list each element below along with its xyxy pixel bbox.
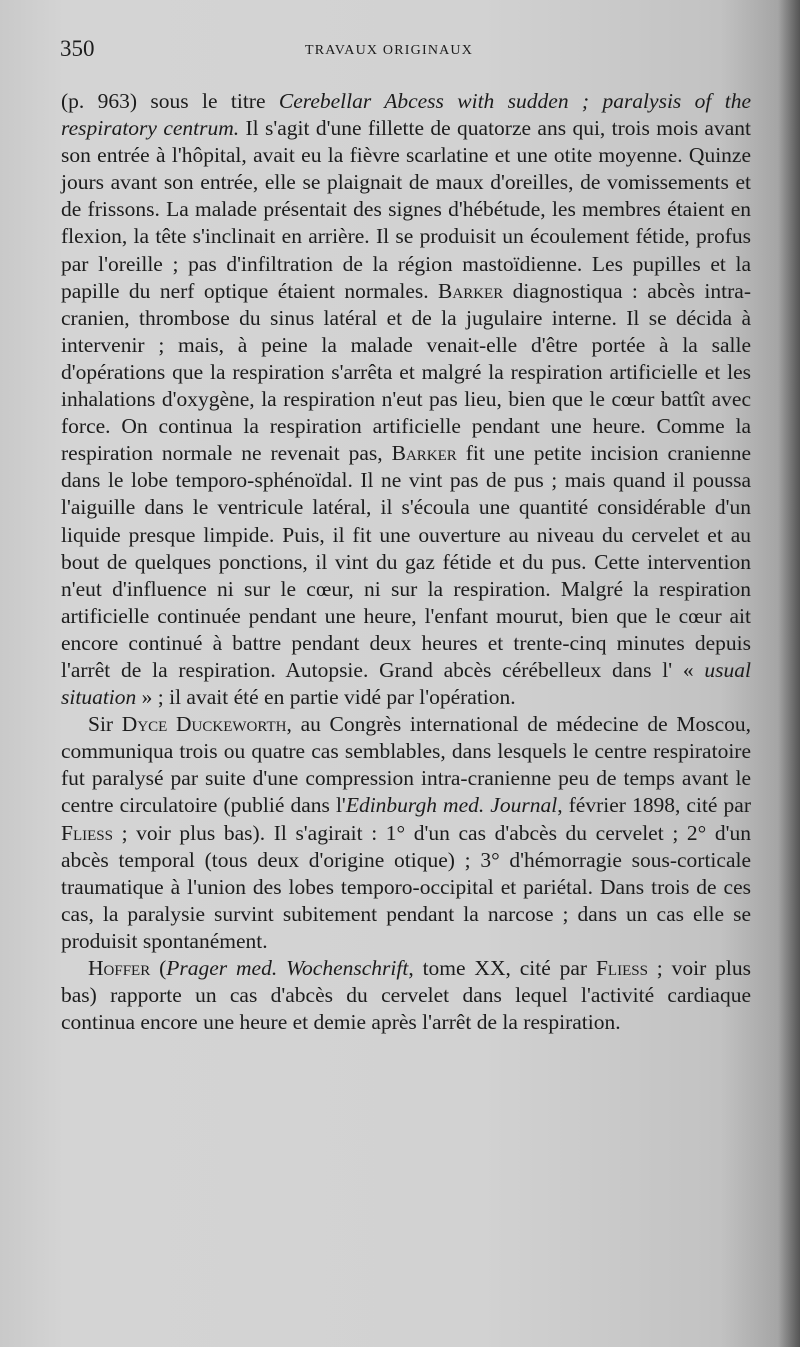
body-text [61, 88, 751, 1036]
italic-title-text: Prager med. Wochenschrift [166, 956, 409, 980]
running-title: TRAVAUX ORIGINAUX [305, 43, 474, 58]
text-run: diagnostiqua : abcès intra-cranien, thrombose du sinus latéral et de la jugulaire interne. Il se décida à intervenir ; mais, à peine la malade venait-elle d'être portée à la salle d'opérations que la respiration s'arrêta et malgré la respiration artificielle et les inhalations d'oxygène, la respiration n'eut pas lieu, bien que le cœur battît avec force. On continua la respiration artificielle pendant une heure. Comme la respiration normale ne revenait pas, [61, 278, 751, 466]
text-run: Il s'agit d'une fillette de quatorze ans qui, trois mois avant son entrée à l'hôpital, avait eu la fièvre scarlatine et une otite moyenne. Quinze jours avant son entrée, elle se plaignait de maux d'oreilles, de vomissements et de frissons. La malade présentait des signes d'hébétude, les membres étaient en flexion, la tête s'inclinait en arrière. Il se produisit un écoulement fétide, profus par l'oreille ; pas d'infiltration de la région mastoïdienne. Les pupilles et la papille du nerf optique étaient normales. [61, 116, 751, 303]
author-name: Fliess [595, 956, 648, 980]
italic-title-text: Cerebellar Abcess with sudden ; paralysis of the respiratory centrum. [61, 89, 751, 141]
paragraph-barker-case [61, 88, 751, 711]
author-name: Dyce Duckeworth [121, 712, 287, 737]
paragraph-duckeworth-cases [61, 711, 751, 955]
text-run: fit une petite incision cranienne dans le lobe temporo-sphénoïdal. Il ne vint pas de pus ; mais quand il poussa l'aiguille dans le ventricule latéral, il s'écoula une quantité considérable d'un liquide presque limpide. Puis, il fit une ouverture au niveau du cervelet et au bout de quelques ponctions, il vint du gaz fétide et du pus. Cette intervention n'eut d'influence ni sur le cœur, ni sur la respiration. Malgré la respiration artificielle continuée pendant une heure, l'enfant mourut, bien que le cœur ait encore continué à battre pendant deux heures et trente-cinq minutes depuis l'arrêt de la respiration. Autopsie. Grand abcès cérébelleux dans l' « [61, 441, 751, 682]
text-run: , au Congrès international de médecine de Moscou, communiqua trois ou quatre cas semblables, dans lesquels le centre respiratoire fut paralysé par suite d'une compression intra-cranienne peu de temps avant le centre circulatoire (publié dans l' [61, 712, 751, 818]
text-run: ; voir plus bas). Il s'agirait : 1° d'un cas d'abcès du cervelet ; 2° d'un abcès temporal (tous deux d'origine otique) ; 3° d'hémorragie sous-corticale traumatique à l'union des lobes temporo-occipital et pariétal. Dans trois de ces cas, la paralysie survint subitement pendant la narcose ; dans un cas elle se produisit spontanément. [61, 820, 751, 953]
text-run: ; voir plus bas) rapporte un cas d'abcès du cervelet dans lequel l'activité cardiaque continua encore une heure et demie après l'arrêt de la respiration. [61, 956, 751, 1035]
page-header [60, 36, 760, 66]
text-run: Sir [88, 712, 122, 737]
author-name: Barker [391, 441, 457, 466]
author-name: Barker [438, 278, 504, 303]
author-name: Hoffer [88, 956, 151, 980]
text-run: ( [150, 956, 167, 980]
paragraph-hoffer-case [61, 955, 751, 1036]
text-run: (p. 963) sous le titre [61, 89, 279, 113]
page-number: 350 [60, 36, 95, 61]
author-name: Fliess [61, 820, 113, 845]
italic-title-text: Edinburgh med. Journal [345, 793, 558, 818]
italic-title-text: usual situation [61, 657, 751, 710]
text-run: , février 1898, cité par [557, 793, 751, 818]
text-run: » ; il avait été en partie vidé par l'opération. [136, 685, 516, 710]
text-run: , tome XX, cité par [408, 956, 596, 980]
